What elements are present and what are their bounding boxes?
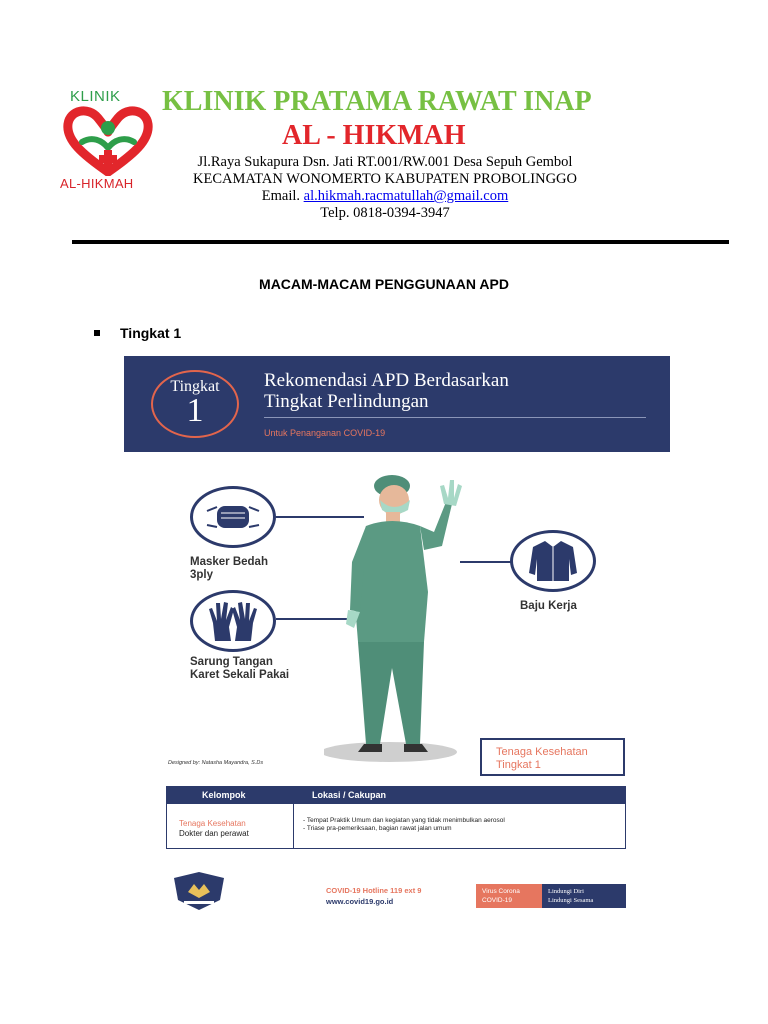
bullet-item-label: Tingkat 1 xyxy=(120,325,182,341)
role-line-2: Tingkat 1 xyxy=(496,759,541,771)
level-label: Tingkat xyxy=(170,378,220,395)
email-link[interactable]: al.hikmah.racmatullah@gmail.com xyxy=(303,188,509,204)
badge2-line-1: Lindungi Diri xyxy=(548,888,584,895)
email-label: Email. xyxy=(261,188,301,204)
gloves-label xyxy=(190,656,289,682)
clinic-subname: AL - HIKMAH xyxy=(282,120,466,151)
document-title: MACAM-MACAM PENGGUNAAN APD xyxy=(259,276,509,292)
hotline-text: COVID-19 Hotline 119 ext 9 xyxy=(326,886,422,895)
logo-top-text: KLINIK xyxy=(70,88,121,105)
role-text xyxy=(496,746,588,772)
coverage-table xyxy=(166,786,626,849)
address-line-1: Jl.Raya Sukapura Dsn. Jati RT.001/RW.001 Desa Sepuh Gembol xyxy=(197,154,573,170)
health-worker-illustration xyxy=(324,472,474,762)
banner-title-line-1: Rekomendasi APD Berdasarkan xyxy=(264,370,509,391)
mask-icon-circle xyxy=(190,486,276,548)
badge1-line-2: COVID-19 xyxy=(482,897,512,904)
banner-divider xyxy=(264,417,646,418)
clothes-icon-circle xyxy=(510,530,596,592)
header-divider xyxy=(72,240,729,244)
mask-label-line-1: Masker Bedah xyxy=(190,556,268,568)
surgical-mask-icon xyxy=(193,489,273,545)
role-box xyxy=(480,738,625,776)
gloves-icon-circle xyxy=(190,590,276,652)
bullet-square-icon xyxy=(94,330,100,336)
gloves-icon xyxy=(193,593,273,649)
group-cell-line-2: Dokter dan perawat xyxy=(179,829,249,838)
website-text: www.covid19.go.id xyxy=(326,897,394,906)
location-cell-line-2: - Triase pra-pemeriksaan, bagian rawat jalan umum xyxy=(303,825,452,832)
header-group: Kelompok xyxy=(202,790,246,800)
covid-task-force-logo xyxy=(170,870,228,912)
slogan-badge xyxy=(542,884,626,908)
badge1-line-1: Virus Corona xyxy=(482,888,520,895)
gloves-label-line-1: Sarung Tangan xyxy=(190,656,273,668)
group-cell-line-1: Tenaga Kesehatan xyxy=(179,819,246,828)
logo-bottom-text: AL-HIKMAH xyxy=(60,176,134,191)
badge2-line-2: Lindungi Sesama xyxy=(548,897,594,904)
apd-infographic xyxy=(124,356,670,916)
banner-subtitle: Untuk Penanganan COVID-19 xyxy=(264,428,386,438)
banner-title-line-2: Tingkat Perlindungan xyxy=(264,391,429,412)
virus-corona-badge xyxy=(476,884,542,908)
email-line xyxy=(140,188,630,205)
phone-line: Telp. 0818-0394-3947 xyxy=(320,205,450,221)
infographic-banner xyxy=(124,356,670,452)
role-line-1: Tenaga Kesehatan xyxy=(496,746,588,758)
designer-credit: Designed by: Natasha Mayandra, S.Ds xyxy=(168,760,264,766)
gloves-label-line-2: Karet Sekali Pakai xyxy=(190,669,290,681)
location-cell-line-1: - Tempat Praktik Umum dan kegiatan yang tidak menimbulkan aerosol xyxy=(303,817,505,824)
address-line-2: KECAMATAN WONOMERTO KABUPATEN PROBOLINGGO xyxy=(193,171,577,187)
mask-label-line-2: 3ply xyxy=(190,569,214,581)
table-column-divider xyxy=(293,804,294,849)
clinic-name: KLINIK PRATAMA RAWAT INAP xyxy=(162,86,592,117)
header-location: Lokasi / Cakupan xyxy=(312,790,387,800)
work-coat-icon xyxy=(513,533,593,589)
level-number: 1 xyxy=(186,392,204,429)
table-header xyxy=(167,787,625,804)
clothes-label: Baju Kerja xyxy=(520,600,577,612)
mask-label xyxy=(190,556,268,582)
